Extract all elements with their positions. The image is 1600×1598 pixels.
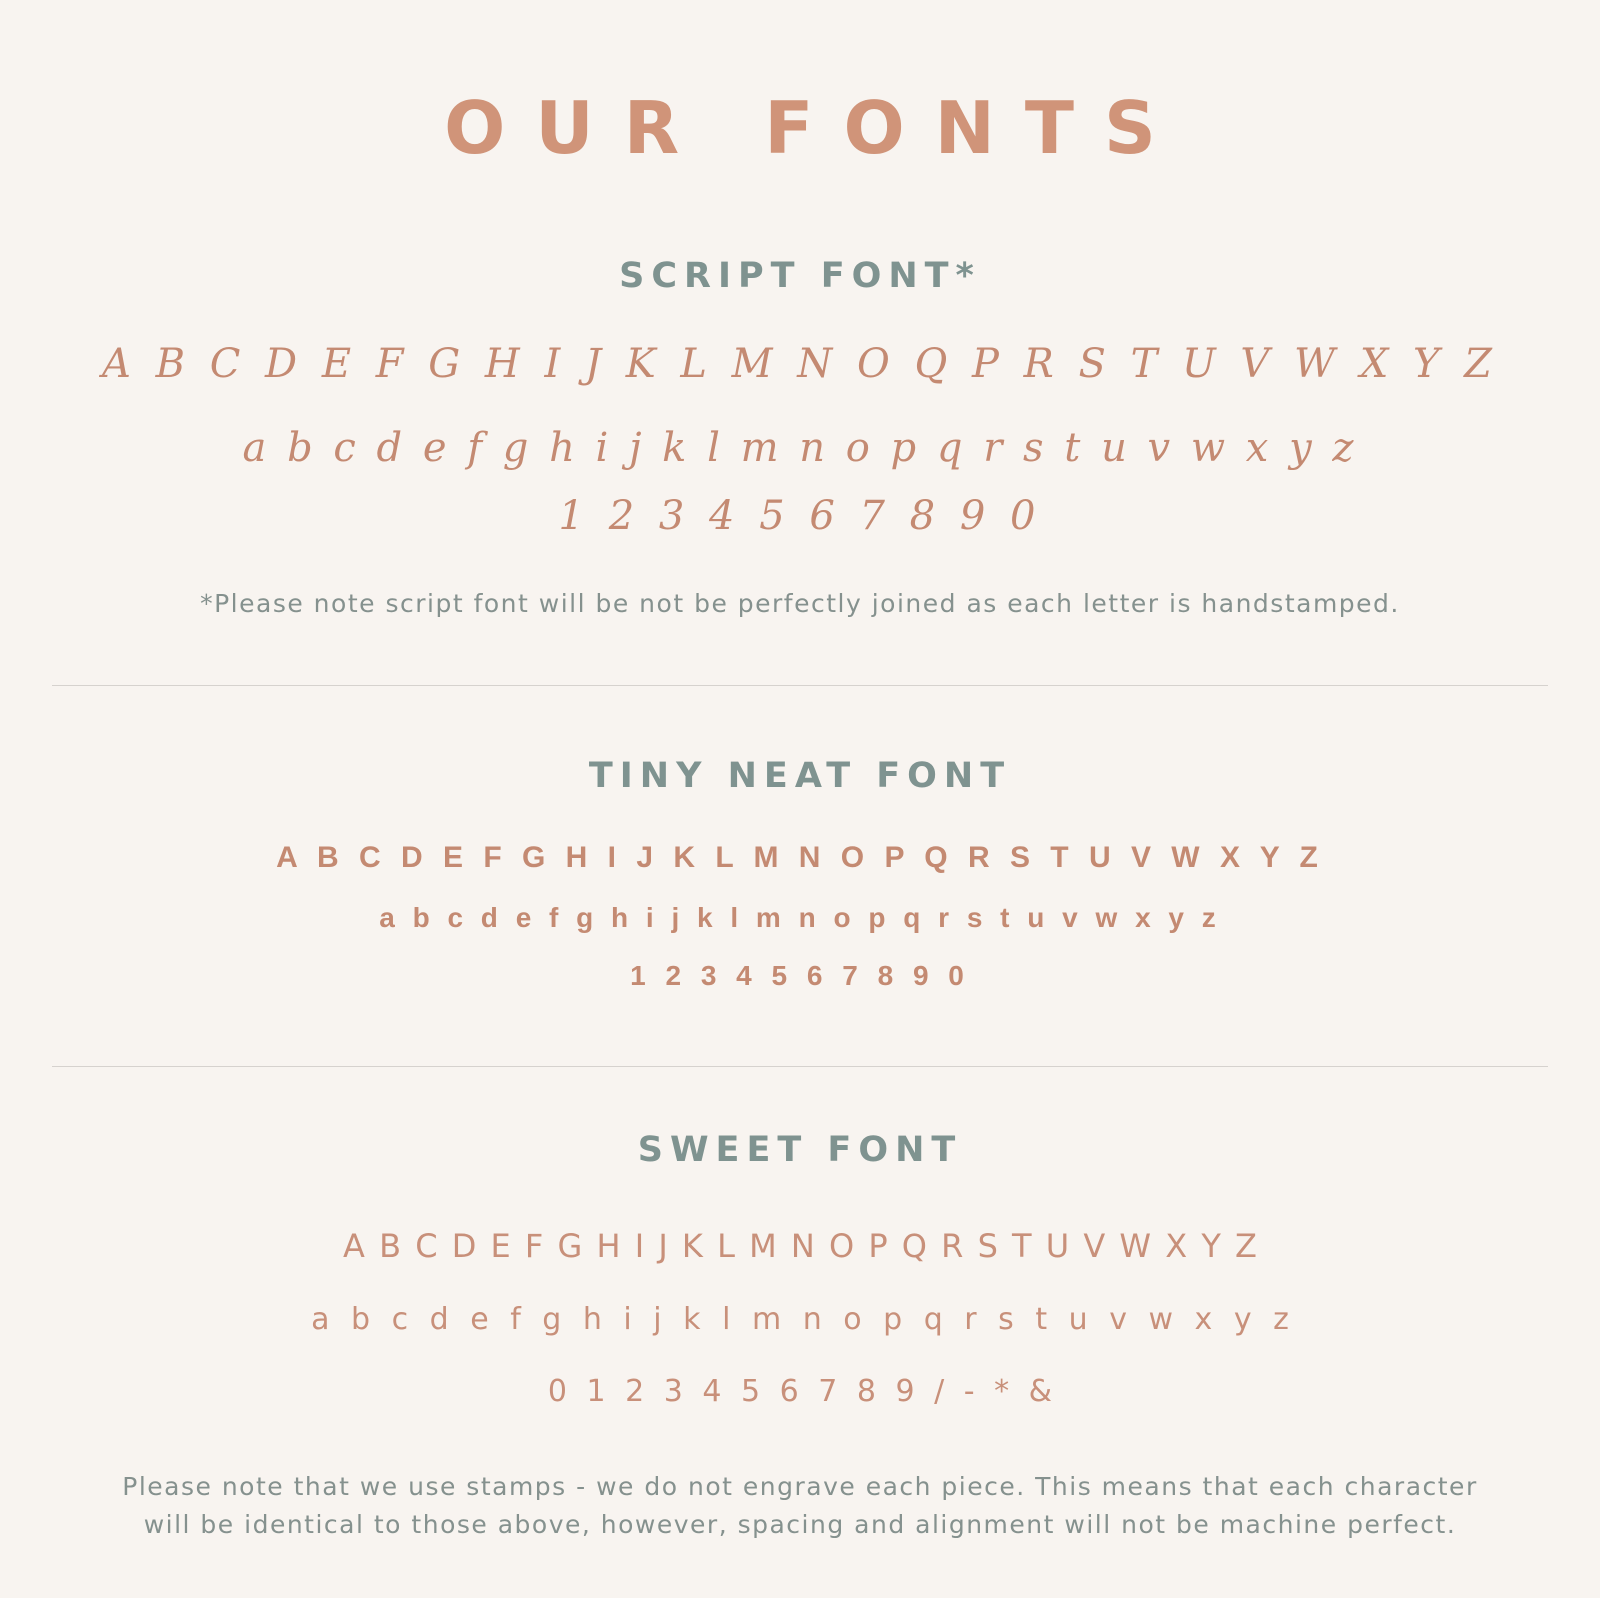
- script-uppercase-row: A B C D E F G H I J K L M N O Q P R S T U V W X Y Z: [102, 341, 1498, 387]
- sweet-numbers-row: 0 1 2 3 4 5 6 7 8 9 / - * &: [547, 1374, 1053, 1409]
- page-title: OUR FONTS: [444, 86, 1186, 170]
- script-lowercase-row: a b c d e f g h i j k l m n o p q r s t u v w x y z: [242, 425, 1358, 471]
- script-numbers-row: 1 2 3 4 5 6 7 8 9 0: [558, 493, 1042, 539]
- script-font-note: *Please note script font will be not be perfectly joined as each letter is handstamped.: [200, 589, 1400, 618]
- sweet-uppercase-row: A B C D E F G H I J K L M N O P Q R S T U V W X Y Z: [343, 1227, 1257, 1265]
- tiny-neat-uppercase-row: A B C D E F G H I J K L M N O P Q R S T U V W X Y Z: [276, 841, 1324, 874]
- sweet-lowercase-row: a b c d e f g h i j k l m n o p q r s t u v w x y z: [311, 1302, 1289, 1337]
- section-divider: [52, 1066, 1548, 1067]
- sweet-font-heading: SWEET FONT: [637, 1130, 963, 1170]
- section-divider: [52, 685, 1548, 686]
- footer-note-line-1: Please note that we use stamps - we do not engrave each piece. This means that each character: [122, 1472, 1478, 1501]
- footer-note-line-2: will be identical to those above, however, spacing and alignment will not be machine perfect.: [143, 1510, 1457, 1539]
- script-font-heading: SCRIPT FONT*: [619, 256, 981, 296]
- tiny-neat-font-heading: TINY NEAT FONT: [588, 756, 1012, 796]
- tiny-neat-lowercase-row: a b c d e f g h i j k l m n o p q r s t u v w x y z: [379, 902, 1221, 933]
- tiny-neat-numbers-row: 1 2 3 4 5 6 7 8 9 0: [630, 960, 970, 991]
